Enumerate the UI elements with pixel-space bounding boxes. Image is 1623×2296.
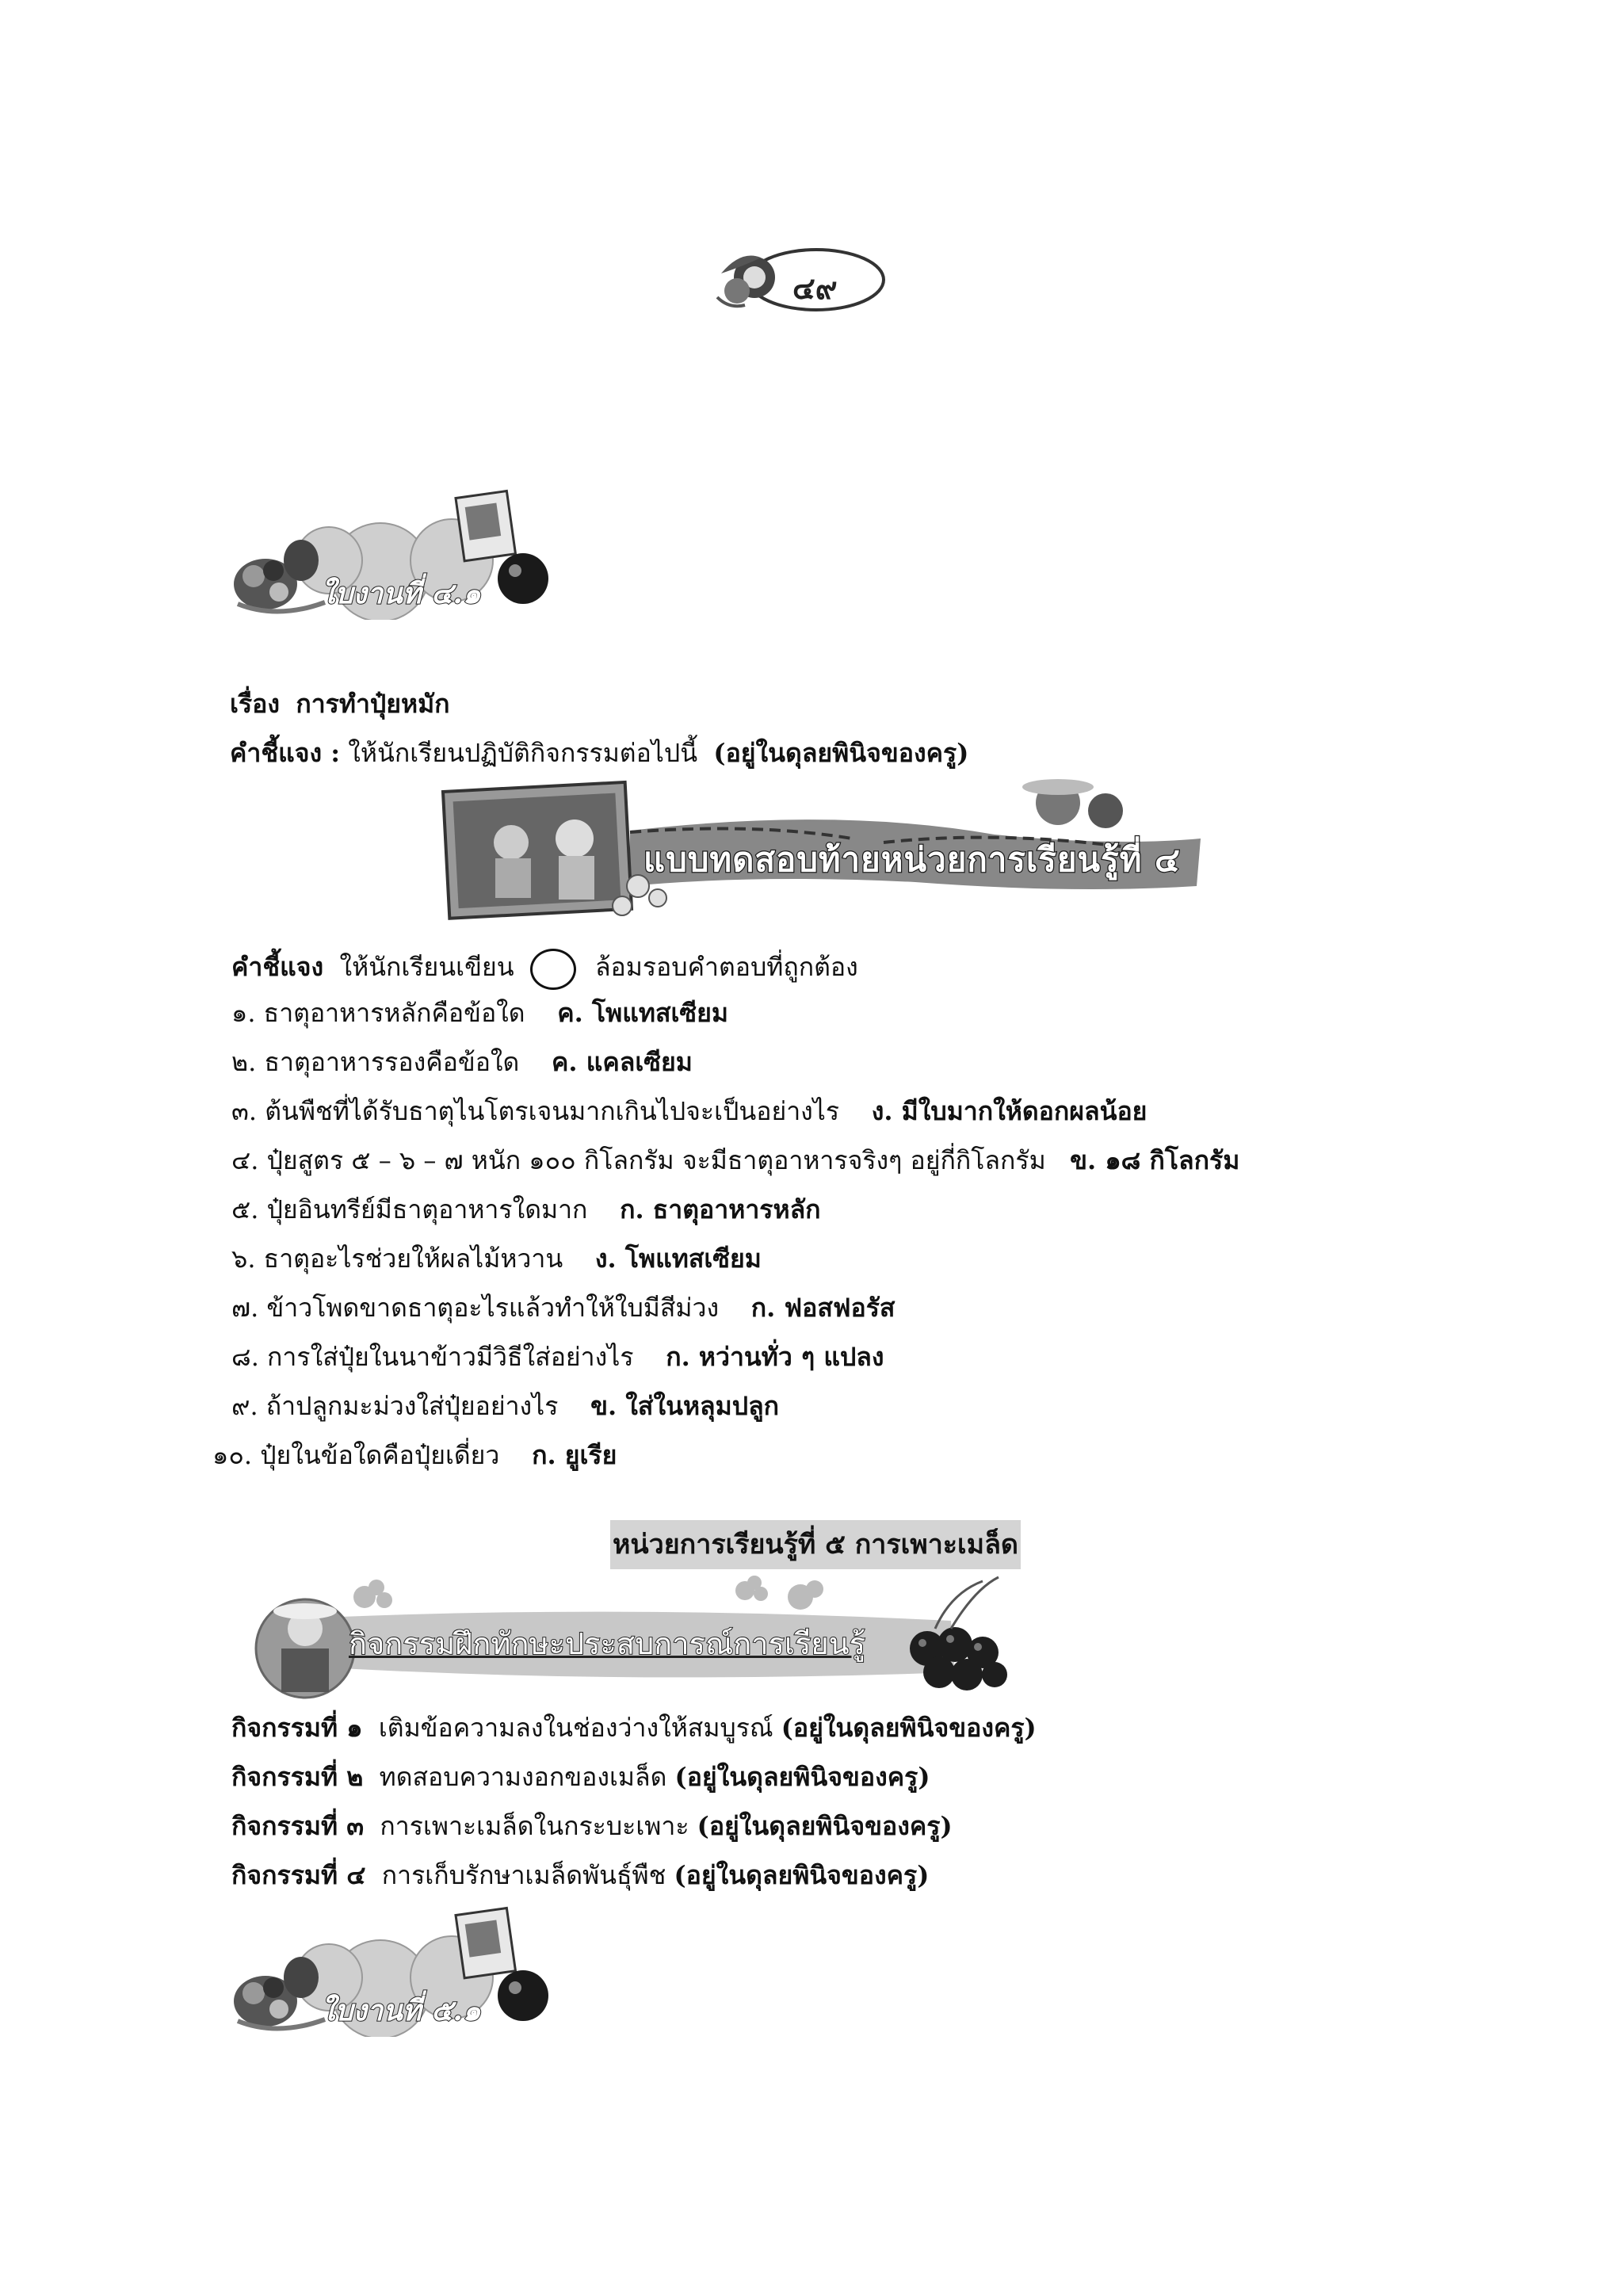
item-answer: ง. โพแทสเซียม (594, 1244, 762, 1274)
item-answer: ก. ยูเรีย (532, 1440, 617, 1470)
item-number: ๗. (231, 1293, 259, 1323)
circle-symbol (530, 949, 576, 990)
answer-item (231, 1144, 1239, 1176)
answer-item (231, 1390, 779, 1422)
item-answer: ง. มีใบมากให้ดอกผลน้อย (871, 1096, 1148, 1126)
answers-instruction-label: คำชี้แจง (231, 952, 324, 982)
activities-banner-title: กิจกรรมฝึกทักษะประสบการณ์การเรียนรู้ (349, 1626, 866, 1661)
answer-item (231, 1341, 884, 1373)
answers-instruction-after: ล้อมรอบคำตอบที่ถูกต้อง (594, 952, 858, 982)
activity-label: กิจกรรมที่ ๓ (231, 1811, 365, 1841)
answer-item (212, 1439, 617, 1471)
answers-instruction (231, 947, 858, 990)
instruction-text: ให้นักเรียนปฏิบัติกิจกรรมต่อไปนี้ (348, 738, 698, 768)
activity-text: ทดสอบความงอกของเมล็ด (379, 1762, 667, 1792)
worksheet-4-topic (230, 688, 450, 720)
instruction-label: คำชี้แจง : (230, 738, 341, 768)
page-number: ๔๙ (792, 270, 838, 306)
activity-note: (อยู่ในดุลยพินิจของครู) (674, 1762, 930, 1792)
item-question: ปุ๋ยอินทรีย์มีธาตุอาหารใดมาก (266, 1194, 588, 1224)
item-question: ธาตุอาหารหลักคือข้อใด (263, 998, 525, 1028)
activity-label: กิจกรรมที่ ๔ (231, 1860, 366, 1890)
activity-note: (อยู่ในดุลยพินิจของครู) (674, 1860, 930, 1890)
worksheet-4-banner (230, 485, 555, 620)
worksheet-4-instruction (230, 737, 968, 769)
answer-item (231, 1243, 762, 1274)
item-number: ๖. (231, 1244, 256, 1274)
item-question: ข้าวโพดขาดธาตุอะไรแล้วทำให้ใบมีสีม่วง (266, 1293, 720, 1323)
answers-instruction-before: ให้นักเรียนเขียน (339, 952, 514, 982)
item-answer: ข. ใส่ในหลุมปลูก (590, 1391, 780, 1421)
test-banner-title: แบบทดสอบท้ายหน่วยการเรียนรู้ที่ ๔ (643, 840, 1181, 879)
activity-item (231, 1712, 1037, 1744)
item-answer: ก. ธาตุอาหารหลัก (620, 1194, 821, 1224)
item-question: ธาตุอะไรช่วยให้ผลไม้หวาน (263, 1244, 563, 1274)
activity-label: กิจกรรมที่ ๒ (231, 1762, 364, 1792)
activity-text: การเพาะเมล็ดในกระบะเพาะ (380, 1811, 689, 1841)
item-number: ๙. (231, 1391, 258, 1421)
item-answer: ค. โพแทสเซียม (557, 998, 728, 1028)
item-question: ธาตุอาหารรองคือข้อใด (264, 1047, 520, 1077)
item-number: ๑. (231, 998, 256, 1028)
activity-label: กิจกรรมที่ ๑ (231, 1713, 363, 1743)
item-answer: ก. ฟอสฟอรัส (750, 1293, 896, 1323)
item-question: การใส่ปุ๋ยในนาข้าวมีวิธีใส่อย่างไร (267, 1342, 634, 1372)
unit-5-heading: หน่วยการเรียนรู้ที่ ๕ การเพาะเมล็ด (610, 1520, 1021, 1569)
item-number: ๔. (231, 1145, 259, 1175)
activity-text: เติมข้อความลงในช่องว่างให้สมบูรณ์ (378, 1713, 773, 1743)
item-answer: ค. แคลเซียม (552, 1047, 693, 1077)
answer-item (231, 1095, 1147, 1127)
item-number: ๑๐. (212, 1440, 253, 1470)
item-number: ๘. (231, 1342, 259, 1372)
answer-item (231, 997, 728, 1029)
item-number: ๓. (231, 1096, 258, 1126)
activity-item (231, 1761, 930, 1793)
item-question: ปุ๋ยสูตร ๕ – ๖ – ๗ หนัก ๑๐๐ กิโลกรัม จะมีธาตุอาหารจริงๆ อยู่กี่กิโลกรัม (266, 1145, 1046, 1175)
item-number: ๕. (231, 1194, 259, 1224)
item-answer: ข. ๑๘ กิโลกรัม (1070, 1145, 1240, 1175)
worksheet-5-banner-label: ใบงานที่ ๕.๑ (321, 1994, 481, 2027)
topic-label: เรื่อง (230, 689, 280, 719)
item-question: ปุ๋ยในข้อใดคือปุ๋ยเดี่ยว (260, 1440, 500, 1470)
activity-text: การเก็บรักษาเมล็ดพันธุ์พืช (381, 1860, 666, 1890)
activity-item (231, 1859, 929, 1891)
worksheet-4-banner-label: ใบงานที่ ๔.๑ (321, 577, 481, 610)
activity-item (231, 1810, 953, 1842)
activity-note: (อยู่ในดุลยพินิจของครู) (697, 1811, 953, 1841)
answer-item (231, 1292, 895, 1324)
item-question: ต้นพืชที่ได้รับธาตุไนโตรเจนมากเกินไปจะเป็นอย่างไร (265, 1096, 840, 1126)
item-question: ถ้าปลูกมะม่วงใส่ปุ๋ยอย่างไร (265, 1391, 559, 1421)
answer-item (231, 1046, 693, 1078)
item-number: ๒. (231, 1047, 257, 1077)
worksheet-5-banner (230, 1902, 555, 2037)
instruction-note: (อยู่ในดุลยพินิจของครู) (713, 738, 969, 768)
activity-note: (อยู่ในดุลยพินิจของครู) (781, 1713, 1037, 1743)
topic-text: การทำปุ๋ยหมัก (296, 689, 450, 719)
item-answer: ก. หว่านทั่ว ๆ แปลง (666, 1342, 884, 1372)
answer-item (231, 1194, 821, 1225)
